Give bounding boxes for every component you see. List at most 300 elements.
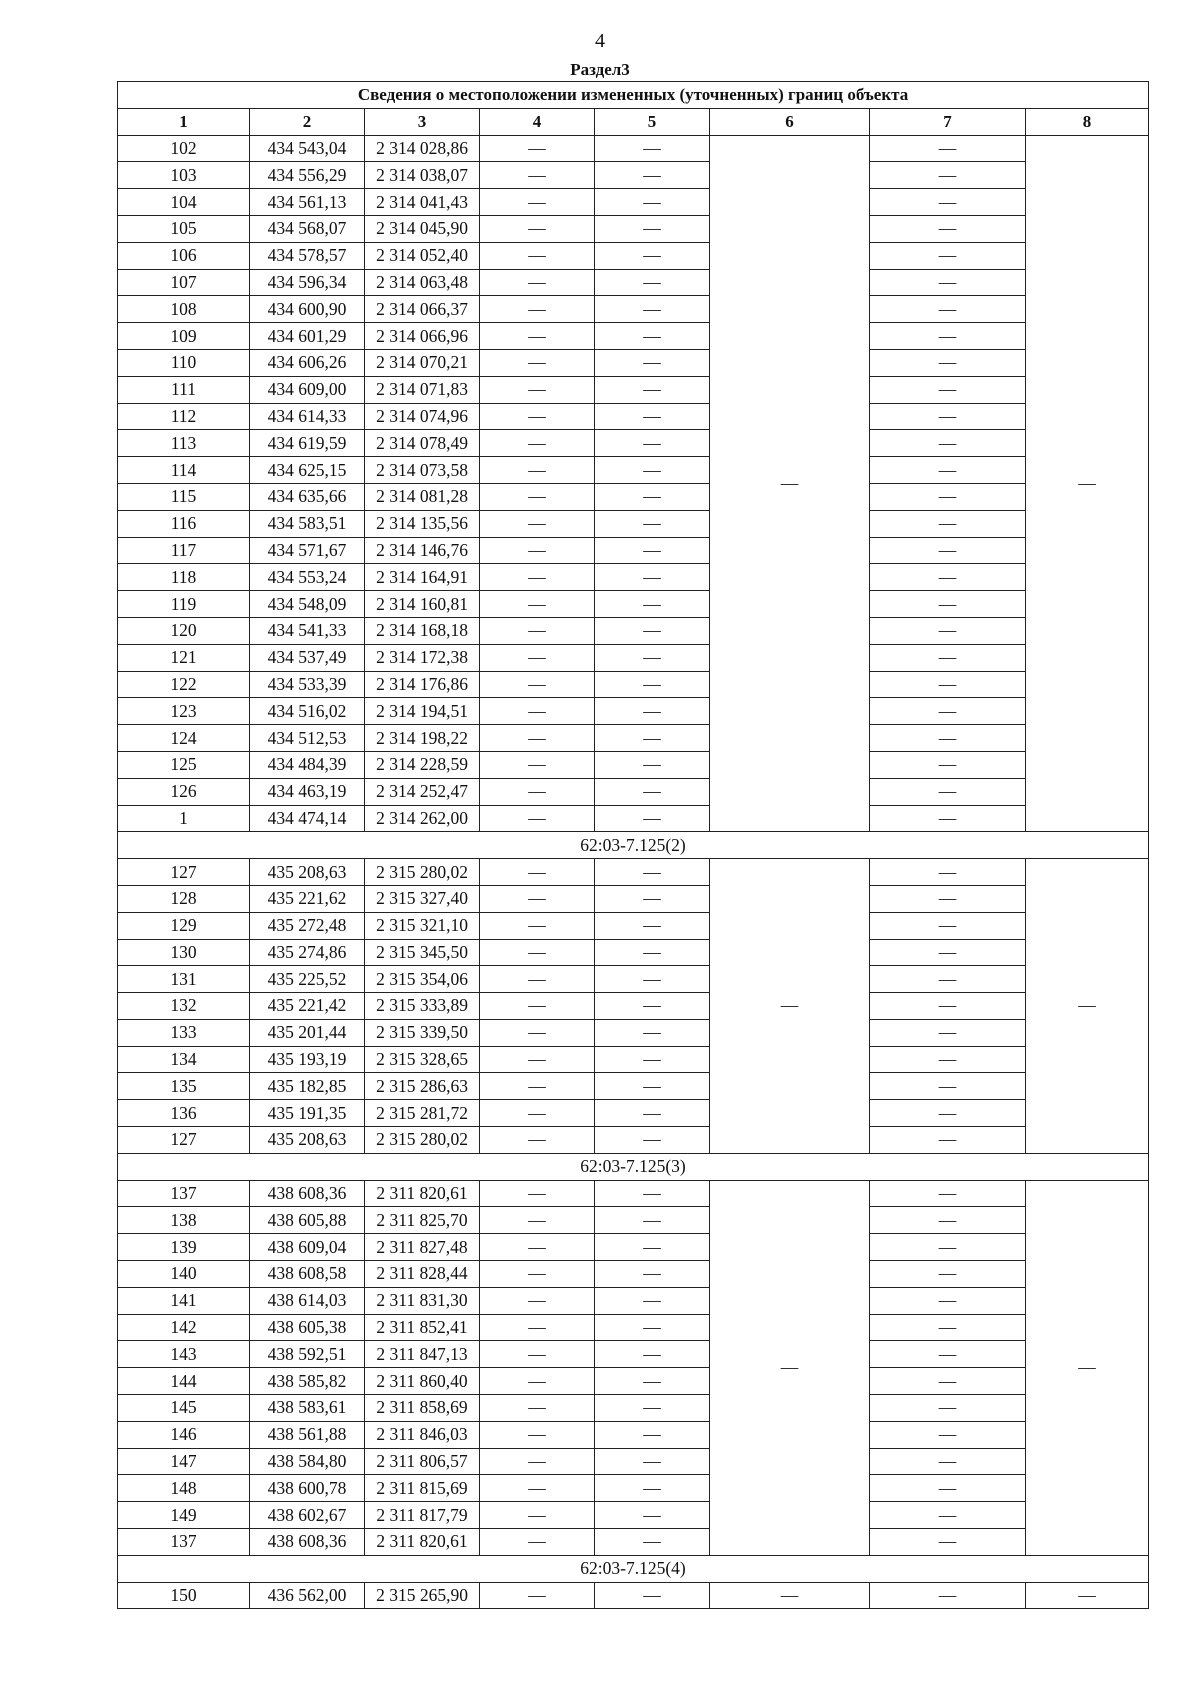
col7-value: —	[870, 1529, 1026, 1556]
point-number: 128	[118, 885, 250, 912]
col7-value: —	[870, 403, 1026, 430]
coord-y: 2 315 339,50	[365, 1019, 480, 1046]
coord-y: 2 314 160,81	[365, 591, 480, 618]
col6-merged-value: —	[710, 859, 870, 1154]
coord-x: 434 614,33	[250, 403, 365, 430]
col4-value: —	[480, 269, 595, 296]
coord-x: 434 578,57	[250, 242, 365, 269]
coord-x: 435 201,44	[250, 1019, 365, 1046]
col5-value: —	[595, 215, 710, 242]
coord-x: 434 512,53	[250, 725, 365, 752]
col4-value: —	[480, 376, 595, 403]
col5-value: —	[595, 564, 710, 591]
col7-value: —	[870, 1368, 1026, 1395]
col7-value: —	[870, 135, 1026, 162]
coord-x: 435 221,62	[250, 885, 365, 912]
coord-x: 434 619,59	[250, 430, 365, 457]
table-row	[118, 617, 1149, 644]
coord-y: 2 315 328,65	[365, 1046, 480, 1073]
point-number: 136	[118, 1100, 250, 1127]
coord-y: 2 314 164,91	[365, 564, 480, 591]
col4-value: —	[480, 671, 595, 698]
col4-value: —	[480, 430, 595, 457]
coord-x: 434 583,51	[250, 510, 365, 537]
col4-value: —	[480, 644, 595, 671]
coord-x: 438 583,61	[250, 1395, 365, 1422]
col4-value: —	[480, 939, 595, 966]
col7-value: —	[870, 1502, 1026, 1529]
table-row	[118, 1287, 1149, 1314]
coord-x: 434 596,34	[250, 269, 365, 296]
coord-y: 2 315 265,90	[365, 1582, 480, 1609]
coord-y: 2 314 066,96	[365, 323, 480, 350]
coord-y: 2 311 831,30	[365, 1287, 480, 1314]
point-number: 109	[118, 323, 250, 350]
col7-value: —	[870, 859, 1026, 886]
point-number: 114	[118, 457, 250, 484]
col4-value: —	[480, 993, 595, 1020]
table-row	[118, 1314, 1149, 1341]
table-row	[118, 859, 1149, 886]
column-header: 2	[250, 108, 365, 135]
point-number: 124	[118, 725, 250, 752]
col5-value: —	[595, 296, 710, 323]
col5-value: —	[595, 1100, 710, 1127]
coord-x: 434 635,66	[250, 483, 365, 510]
table-row	[118, 1368, 1149, 1395]
col8-merged-value: —	[1026, 1180, 1149, 1555]
column-header: 7	[870, 108, 1026, 135]
table-row	[118, 1180, 1149, 1207]
coord-y: 2 314 041,43	[365, 189, 480, 216]
col7-value: —	[870, 1448, 1026, 1475]
coord-x: 435 208,63	[250, 1127, 365, 1154]
table-row	[118, 537, 1149, 564]
coord-x: 434 568,07	[250, 215, 365, 242]
col7-value: —	[870, 162, 1026, 189]
point-number: 150	[118, 1582, 250, 1609]
point-number: 118	[118, 564, 250, 591]
col5-value: —	[595, 939, 710, 966]
col7-value: —	[870, 805, 1026, 832]
table-row	[118, 1127, 1149, 1154]
point-number: 107	[118, 269, 250, 296]
col5-value: —	[595, 135, 710, 162]
table-row	[118, 1341, 1149, 1368]
parcel-label: 62:03-7.125(2)	[118, 832, 1149, 859]
col4-value: —	[480, 1502, 595, 1529]
point-number: 139	[118, 1234, 250, 1261]
col7-value: —	[870, 376, 1026, 403]
coord-x: 435 274,86	[250, 939, 365, 966]
table-row	[118, 135, 1149, 162]
table-row	[118, 591, 1149, 618]
col7-value: —	[870, 1341, 1026, 1368]
col5-value: —	[595, 323, 710, 350]
coord-y: 2 311 815,69	[365, 1475, 480, 1502]
coord-x: 434 516,02	[250, 698, 365, 725]
col7-value: —	[870, 751, 1026, 778]
col7-value: —	[870, 1314, 1026, 1341]
coord-y: 2 314 078,49	[365, 430, 480, 457]
coord-y: 2 314 194,51	[365, 698, 480, 725]
coord-y: 2 314 172,38	[365, 644, 480, 671]
coord-y: 2 311 820,61	[365, 1529, 480, 1556]
col5-value: —	[595, 644, 710, 671]
col5-value: —	[595, 725, 710, 752]
col5-value: —	[595, 242, 710, 269]
col4-value: —	[480, 1448, 595, 1475]
point-number: 135	[118, 1073, 250, 1100]
col6-merged-value: —	[710, 1582, 870, 1609]
col4-value: —	[480, 966, 595, 993]
coord-y: 2 314 252,47	[365, 778, 480, 805]
point-number: 106	[118, 242, 250, 269]
coord-x: 434 541,33	[250, 617, 365, 644]
coord-y: 2 315 280,02	[365, 859, 480, 886]
col5-value: —	[595, 403, 710, 430]
col7-value: —	[870, 885, 1026, 912]
col7-value: —	[870, 1582, 1026, 1609]
col4-value: —	[480, 1421, 595, 1448]
coord-x: 434 600,90	[250, 296, 365, 323]
coord-y: 2 315 327,40	[365, 885, 480, 912]
table-row	[118, 1502, 1149, 1529]
coord-y: 2 314 135,56	[365, 510, 480, 537]
parcel-label-row	[118, 1153, 1149, 1180]
point-number: 112	[118, 403, 250, 430]
point-number: 125	[118, 751, 250, 778]
col4-value: —	[480, 1234, 595, 1261]
col7-value: —	[870, 1073, 1026, 1100]
table-row	[118, 215, 1149, 242]
col7-value: —	[870, 1421, 1026, 1448]
coord-y: 2 311 858,69	[365, 1395, 480, 1422]
col7-value: —	[870, 269, 1026, 296]
coord-y: 2 311 820,61	[365, 1180, 480, 1207]
col4-value: —	[480, 617, 595, 644]
table-row	[118, 1529, 1149, 1556]
column-header: 4	[480, 108, 595, 135]
col7-value: —	[870, 993, 1026, 1020]
point-number: 119	[118, 591, 250, 618]
coord-y: 2 311 852,41	[365, 1314, 480, 1341]
col7-value: —	[870, 564, 1026, 591]
col7-value: —	[870, 1046, 1026, 1073]
coord-x: 434 543,04	[250, 135, 365, 162]
coord-y: 2 314 066,37	[365, 296, 480, 323]
coord-y: 2 314 074,96	[365, 403, 480, 430]
point-number: 131	[118, 966, 250, 993]
col5-value: —	[595, 510, 710, 537]
boundary-coordinates-table	[117, 81, 1149, 1609]
col5-value: —	[595, 859, 710, 886]
col4-value: —	[480, 162, 595, 189]
col4-value: —	[480, 1341, 595, 1368]
col5-value: —	[595, 457, 710, 484]
col4-value: —	[480, 457, 595, 484]
coord-y: 2 311 846,03	[365, 1421, 480, 1448]
col8-merged-value: —	[1026, 135, 1149, 832]
col5-value: —	[595, 912, 710, 939]
column-header-row	[118, 108, 1149, 135]
point-number: 104	[118, 189, 250, 216]
col5-value: —	[595, 162, 710, 189]
point-number: 116	[118, 510, 250, 537]
col5-value: —	[595, 885, 710, 912]
coord-y: 2 314 071,83	[365, 376, 480, 403]
coord-y: 2 314 262,00	[365, 805, 480, 832]
coord-x: 438 585,82	[250, 1368, 365, 1395]
point-number: 133	[118, 1019, 250, 1046]
col5-value: —	[595, 617, 710, 644]
col7-value: —	[870, 939, 1026, 966]
coord-y: 2 311 817,79	[365, 1502, 480, 1529]
coord-x: 438 600,78	[250, 1475, 365, 1502]
col7-value: —	[870, 671, 1026, 698]
col7-value: —	[870, 215, 1026, 242]
point-number: 110	[118, 349, 250, 376]
coord-x: 435 221,42	[250, 993, 365, 1020]
parcel-label: 62:03-7.125(3)	[118, 1153, 1149, 1180]
col7-value: —	[870, 323, 1026, 350]
coord-y: 2 311 828,44	[365, 1261, 480, 1288]
col4-value: —	[480, 778, 595, 805]
table-row	[118, 1046, 1149, 1073]
col4-value: —	[480, 510, 595, 537]
point-number: 113	[118, 430, 250, 457]
col7-value: —	[870, 725, 1026, 752]
point-number: 127	[118, 859, 250, 886]
coord-y: 2 315 280,02	[365, 1127, 480, 1154]
coord-x: 435 225,52	[250, 966, 365, 993]
column-header: 3	[365, 108, 480, 135]
col5-value: —	[595, 1448, 710, 1475]
col4-value: —	[480, 349, 595, 376]
col7-value: —	[870, 644, 1026, 671]
coord-x: 438 605,88	[250, 1207, 365, 1234]
col4-value: —	[480, 1314, 595, 1341]
table-row	[118, 430, 1149, 457]
col7-value: —	[870, 1127, 1026, 1154]
coord-y: 2 314 198,22	[365, 725, 480, 752]
col5-value: —	[595, 1314, 710, 1341]
table-row	[118, 1100, 1149, 1127]
column-header: 5	[595, 108, 710, 135]
col5-value: —	[595, 993, 710, 1020]
col7-value: —	[870, 912, 1026, 939]
col4-value: —	[480, 1180, 595, 1207]
col4-value: —	[480, 1100, 595, 1127]
point-number: 149	[118, 1502, 250, 1529]
coord-x: 438 592,51	[250, 1341, 365, 1368]
col5-value: —	[595, 1127, 710, 1154]
col5-value: —	[595, 1180, 710, 1207]
point-number: 132	[118, 993, 250, 1020]
coord-x: 434 548,09	[250, 591, 365, 618]
coord-y: 2 314 045,90	[365, 215, 480, 242]
point-number: 122	[118, 671, 250, 698]
column-header: 8	[1026, 108, 1149, 135]
col4-value: —	[480, 1475, 595, 1502]
coord-y: 2 311 825,70	[365, 1207, 480, 1234]
table-row	[118, 644, 1149, 671]
col4-value: —	[480, 1127, 595, 1154]
col7-value: —	[870, 1395, 1026, 1422]
coord-x: 438 608,36	[250, 1180, 365, 1207]
coord-y: 2 315 354,06	[365, 966, 480, 993]
table-body	[118, 135, 1149, 1609]
col4-value: —	[480, 1261, 595, 1288]
table-row	[118, 912, 1149, 939]
col4-value: —	[480, 1529, 595, 1556]
point-number: 142	[118, 1314, 250, 1341]
page-number: 4	[595, 30, 605, 52]
coord-y: 2 315 345,50	[365, 939, 480, 966]
table-row	[118, 1475, 1149, 1502]
col4-value: —	[480, 1287, 595, 1314]
coord-y: 2 314 063,48	[365, 269, 480, 296]
coord-x: 435 191,35	[250, 1100, 365, 1127]
col4-value: —	[480, 323, 595, 350]
point-number: 123	[118, 698, 250, 725]
point-number: 144	[118, 1368, 250, 1395]
table-row	[118, 269, 1149, 296]
coord-x: 434 537,49	[250, 644, 365, 671]
col5-value: —	[595, 189, 710, 216]
coord-x: 434 609,00	[250, 376, 365, 403]
col5-value: —	[595, 1046, 710, 1073]
col5-value: —	[595, 671, 710, 698]
col4-value: —	[480, 215, 595, 242]
coord-y: 2 315 281,72	[365, 1100, 480, 1127]
col5-value: —	[595, 430, 710, 457]
col7-value: —	[870, 698, 1026, 725]
point-number: 143	[118, 1341, 250, 1368]
table-row	[118, 885, 1149, 912]
point-number: 103	[118, 162, 250, 189]
table-row	[118, 162, 1149, 189]
coord-y: 2 314 168,18	[365, 617, 480, 644]
col8-merged-value: —	[1026, 1582, 1149, 1609]
coord-y: 2 315 333,89	[365, 993, 480, 1020]
col7-value: —	[870, 1287, 1026, 1314]
point-number: 102	[118, 135, 250, 162]
col5-value: —	[595, 591, 710, 618]
table-row	[118, 296, 1149, 323]
coord-y: 2 314 081,28	[365, 483, 480, 510]
table-row	[118, 1207, 1149, 1234]
col4-value: —	[480, 1395, 595, 1422]
col5-value: —	[595, 1019, 710, 1046]
coord-y: 2 314 038,07	[365, 162, 480, 189]
table-row	[118, 323, 1149, 350]
coord-y: 2 315 321,10	[365, 912, 480, 939]
col5-value: —	[595, 349, 710, 376]
table-row	[118, 189, 1149, 216]
point-number: 141	[118, 1287, 250, 1314]
col5-value: —	[595, 966, 710, 993]
col5-value: —	[595, 1421, 710, 1448]
coord-y: 2 314 028,86	[365, 135, 480, 162]
coord-y: 2 315 286,63	[365, 1073, 480, 1100]
coord-x: 438 608,36	[250, 1529, 365, 1556]
col7-value: —	[870, 591, 1026, 618]
point-number: 148	[118, 1475, 250, 1502]
point-number: 145	[118, 1395, 250, 1422]
col5-value: —	[595, 1287, 710, 1314]
table-row	[118, 349, 1149, 376]
col7-value: —	[870, 778, 1026, 805]
point-number: 120	[118, 617, 250, 644]
table-row	[118, 1019, 1149, 1046]
col4-value: —	[480, 591, 595, 618]
col7-value: —	[870, 966, 1026, 993]
table-row	[118, 966, 1149, 993]
table-row	[118, 1582, 1149, 1609]
column-header: 6	[710, 108, 870, 135]
table-row	[118, 751, 1149, 778]
col4-value: —	[480, 859, 595, 886]
coord-x: 434 474,14	[250, 805, 365, 832]
point-number: 115	[118, 483, 250, 510]
coord-x: 438 609,04	[250, 1234, 365, 1261]
table-row	[118, 376, 1149, 403]
col4-value: —	[480, 403, 595, 430]
col7-value: —	[870, 483, 1026, 510]
table-row	[118, 671, 1149, 698]
col5-value: —	[595, 1475, 710, 1502]
point-number: 117	[118, 537, 250, 564]
col5-value: —	[595, 1261, 710, 1288]
coord-x: 435 208,63	[250, 859, 365, 886]
col7-value: —	[870, 189, 1026, 216]
col5-value: —	[595, 1207, 710, 1234]
col7-value: —	[870, 296, 1026, 323]
point-number: 137	[118, 1180, 250, 1207]
table-row	[118, 1421, 1149, 1448]
col4-value: —	[480, 1207, 595, 1234]
table-row	[118, 1234, 1149, 1261]
col8-merged-value: —	[1026, 859, 1149, 1154]
table-row	[118, 698, 1149, 725]
col4-value: —	[480, 805, 595, 832]
table-row	[118, 242, 1149, 269]
col6-merged-value: —	[710, 135, 870, 832]
table-row	[118, 1261, 1149, 1288]
col4-value: —	[480, 1582, 595, 1609]
coord-x: 434 561,13	[250, 189, 365, 216]
coord-x: 434 484,39	[250, 751, 365, 778]
point-number: 140	[118, 1261, 250, 1288]
table-row	[118, 457, 1149, 484]
column-header: 1	[118, 108, 250, 135]
col7-value: —	[870, 1475, 1026, 1502]
coord-x: 435 193,19	[250, 1046, 365, 1073]
table-row	[118, 1448, 1149, 1475]
coord-y: 2 314 070,21	[365, 349, 480, 376]
col7-value: —	[870, 349, 1026, 376]
col7-value: —	[870, 1019, 1026, 1046]
col7-value: —	[870, 242, 1026, 269]
coord-y: 2 311 847,13	[365, 1341, 480, 1368]
col7-value: —	[870, 510, 1026, 537]
coord-y: 2 311 806,57	[365, 1448, 480, 1475]
section-label: Раздел3	[570, 60, 630, 79]
coord-y: 2 314 052,40	[365, 242, 480, 269]
table-row	[118, 1395, 1149, 1422]
table-row	[118, 778, 1149, 805]
